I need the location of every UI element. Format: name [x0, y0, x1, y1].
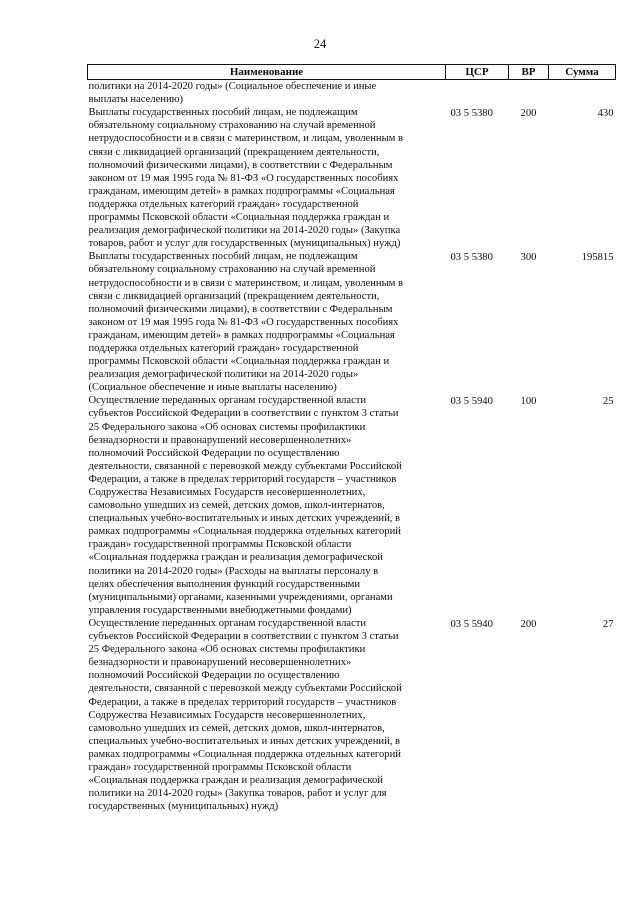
- header-name: Наименование: [88, 65, 446, 80]
- row-name-line: связи с ликвидацией организаций (прекращением деятельности,: [88, 146, 380, 158]
- row-vr: 200: [520, 618, 537, 630]
- row-name-line: нетрудоспособности и в связи с материнством, и лицам, уволенным в: [88, 277, 404, 289]
- row-name-line: граждан» государственной программы Псковской области: [88, 539, 352, 551]
- row-name-line: гражданам, имеющим детей» в рамках подпрограммы «Социальная: [88, 185, 395, 197]
- row-name-line: выплаты населению): [88, 94, 184, 106]
- row-name-line: реализация демографической политики на 2014-2020 годы»: [88, 369, 359, 381]
- header-csr: ЦСР: [446, 65, 509, 80]
- row-vr: 100: [520, 396, 537, 408]
- row-name-line: поддержка отдельных категорий граждан» государственной: [88, 198, 359, 210]
- row-csr: 03 5 5380: [450, 252, 493, 264]
- row-sum: 430: [597, 108, 614, 120]
- row-name: [88, 617, 446, 813]
- row-name-line: субъектов Российской Федерации в соответствии с пунктом 3 статьи: [88, 408, 399, 420]
- row-name: [88, 250, 446, 394]
- row-name-line: товаров, работ и услуг для государственных (муниципальных) нужд): [88, 238, 401, 250]
- row-vr: 300: [520, 252, 537, 264]
- row-name-line: поддержка отдельных категорий граждан» государственной: [88, 342, 359, 354]
- row-name-line: полномочий физическими лицами), в соответствии с Федеральным: [88, 159, 393, 171]
- row-vr: 200: [520, 108, 537, 120]
- row-csr: [446, 80, 509, 107]
- row-name-line: законом от 19 мая 1995 года № 81-ФЗ «О государственных пособиях: [88, 316, 399, 328]
- row-csr: 03 5 5940: [450, 618, 493, 630]
- row-name-line: связи с ликвидацией организаций (прекращением деятельности,: [88, 290, 380, 302]
- row-name-line: законом от 19 мая 1995 года № 81-ФЗ «О государственных пособиях: [88, 172, 399, 184]
- row-name-line: государственных (муниципальных) нужд): [88, 801, 279, 813]
- row-name-line: 25 Федерального закона «Об основах системы профилактики: [88, 421, 366, 433]
- table-row: [88, 250, 616, 394]
- table-header-row: [88, 65, 616, 80]
- row-name: [88, 394, 446, 617]
- row-name-line: рамках подпрограммы «Социальная поддержка отдельных категорий: [88, 748, 401, 760]
- table-row: [88, 617, 616, 813]
- row-name-line: Федерации, а также в пределах территорий государств – участников: [88, 473, 397, 485]
- row-name-line: полномочий Российской Федерации по осуществлению: [88, 670, 340, 682]
- row-name-line: нетрудоспособности и в связи с материнством, и лицам, уволенным в: [88, 133, 404, 145]
- table-row: [88, 106, 616, 250]
- row-name-line: политики на 2014-2020 годы» (Расходы на выплаты персоналу в: [88, 565, 379, 577]
- row-name-line: Выплаты государственных пособий лицам, не подлежащим: [88, 251, 358, 263]
- row-name-line: Осуществление переданных органам государственной власти: [88, 617, 367, 629]
- row-name-line: деятельности, связанной с перевозкой между субъектами Российской: [88, 460, 402, 472]
- row-name-line: полномочий физическими лицами), в соответствии с Федеральным: [88, 303, 393, 315]
- table-row: [88, 80, 616, 107]
- row-name-line: безнадзорности и правонарушений несовершеннолетних»: [88, 657, 352, 669]
- row-name-line: Выплаты государственных пособий лицам, не подлежащим: [88, 107, 358, 119]
- row-name-line: управления государственными внебюджетными фондами): [88, 604, 352, 616]
- row-name-line: Содружества Независимых Государств несовершеннолетних,: [88, 709, 366, 721]
- row-name-line: полномочий Российской Федерации по осуществлению: [88, 447, 340, 459]
- row-name-line: программы Псковской области «Социальная поддержка граждан и: [88, 212, 390, 224]
- row-name-line: безнадзорности и правонарушений несовершеннолетних»: [88, 434, 352, 446]
- row-name-line: Осуществление переданных органам государственной власти: [88, 395, 367, 407]
- row-name: [88, 106, 446, 250]
- row-name-line: политики на 2014-2020 годы» (Социальное обеспечение и иные: [88, 81, 377, 93]
- row-name-line: деятельности, связанной с перевозкой между субъектами Российской: [88, 683, 402, 695]
- row-name-line: Содружества Независимых Государств несовершеннолетних,: [88, 487, 366, 498]
- row-name: [88, 80, 446, 107]
- row-csr: 03 5 5380: [450, 108, 493, 120]
- row-name-line: специальных учебно-воспитательных и иных детских учреждений, в: [88, 513, 401, 525]
- row-sum: 25: [602, 396, 614, 408]
- row-name-line: рамках подпрограммы «Социальная поддержка отдельных категорий: [88, 526, 401, 538]
- row-name-line: «Социальная поддержка граждан и реализация демографической: [88, 552, 383, 564]
- row-csr: 03 5 5940: [450, 396, 493, 408]
- row-name-line: обязательному социальному страхованию на случай временной: [88, 264, 376, 276]
- row-name-line: обязательному социальному страхованию на случай временной: [88, 120, 376, 132]
- row-name-line: субъектов Российской Федерации в соответствии с пунктом 3 статьи: [88, 631, 399, 643]
- row-name-line: самовольно ушедших из семей, детских домов, школ-интернатов,: [88, 722, 385, 734]
- row-name-line: «Социальная поддержка граждан и реализация демографической: [88, 775, 383, 787]
- row-name-line: (муниципальными) органами, казенными учреждениями, органами: [88, 591, 393, 603]
- row-name-line: политики на 2014-2020 годы» (Закупка товаров, работ и услуг для: [88, 788, 387, 800]
- row-vr: [509, 80, 549, 107]
- row-name-line: целях обеспечения выполнения функций государственными: [88, 578, 361, 590]
- row-sum: 195815: [581, 252, 614, 264]
- table-row: [88, 394, 616, 617]
- header-vr: ВР: [509, 65, 549, 80]
- row-name-line: гражданам, имеющим детей» в рамках подпрограммы «Социальная: [88, 329, 395, 341]
- row-name-line: специальных учебно-воспитательных и иных детских учреждений, в: [88, 735, 401, 747]
- page-number: 24: [313, 37, 327, 51]
- row-name-line: Федерации, а также в пределах территорий государств – участников: [88, 696, 397, 708]
- row-name-line: самовольно ушедших из семей, детских домов, школ-интернатов,: [88, 500, 385, 512]
- row-name-line: реализация демографической политики на 2014-2020 годы» (Закупка: [88, 225, 401, 237]
- row-name-line: граждан» государственной программы Псковской области: [88, 761, 352, 773]
- row-sum: [549, 80, 616, 107]
- row-name-line: 25 Федерального закона «Об основах системы профилактики: [88, 644, 366, 656]
- row-name-line: (Социальное обеспечение и иные выплаты населению): [88, 382, 337, 394]
- header-sum: Сумма: [549, 65, 616, 80]
- budget-table: [87, 64, 616, 813]
- row-sum: 27: [602, 618, 614, 630]
- row-name-line: программы Псковской области «Социальная поддержка граждан и: [88, 356, 390, 368]
